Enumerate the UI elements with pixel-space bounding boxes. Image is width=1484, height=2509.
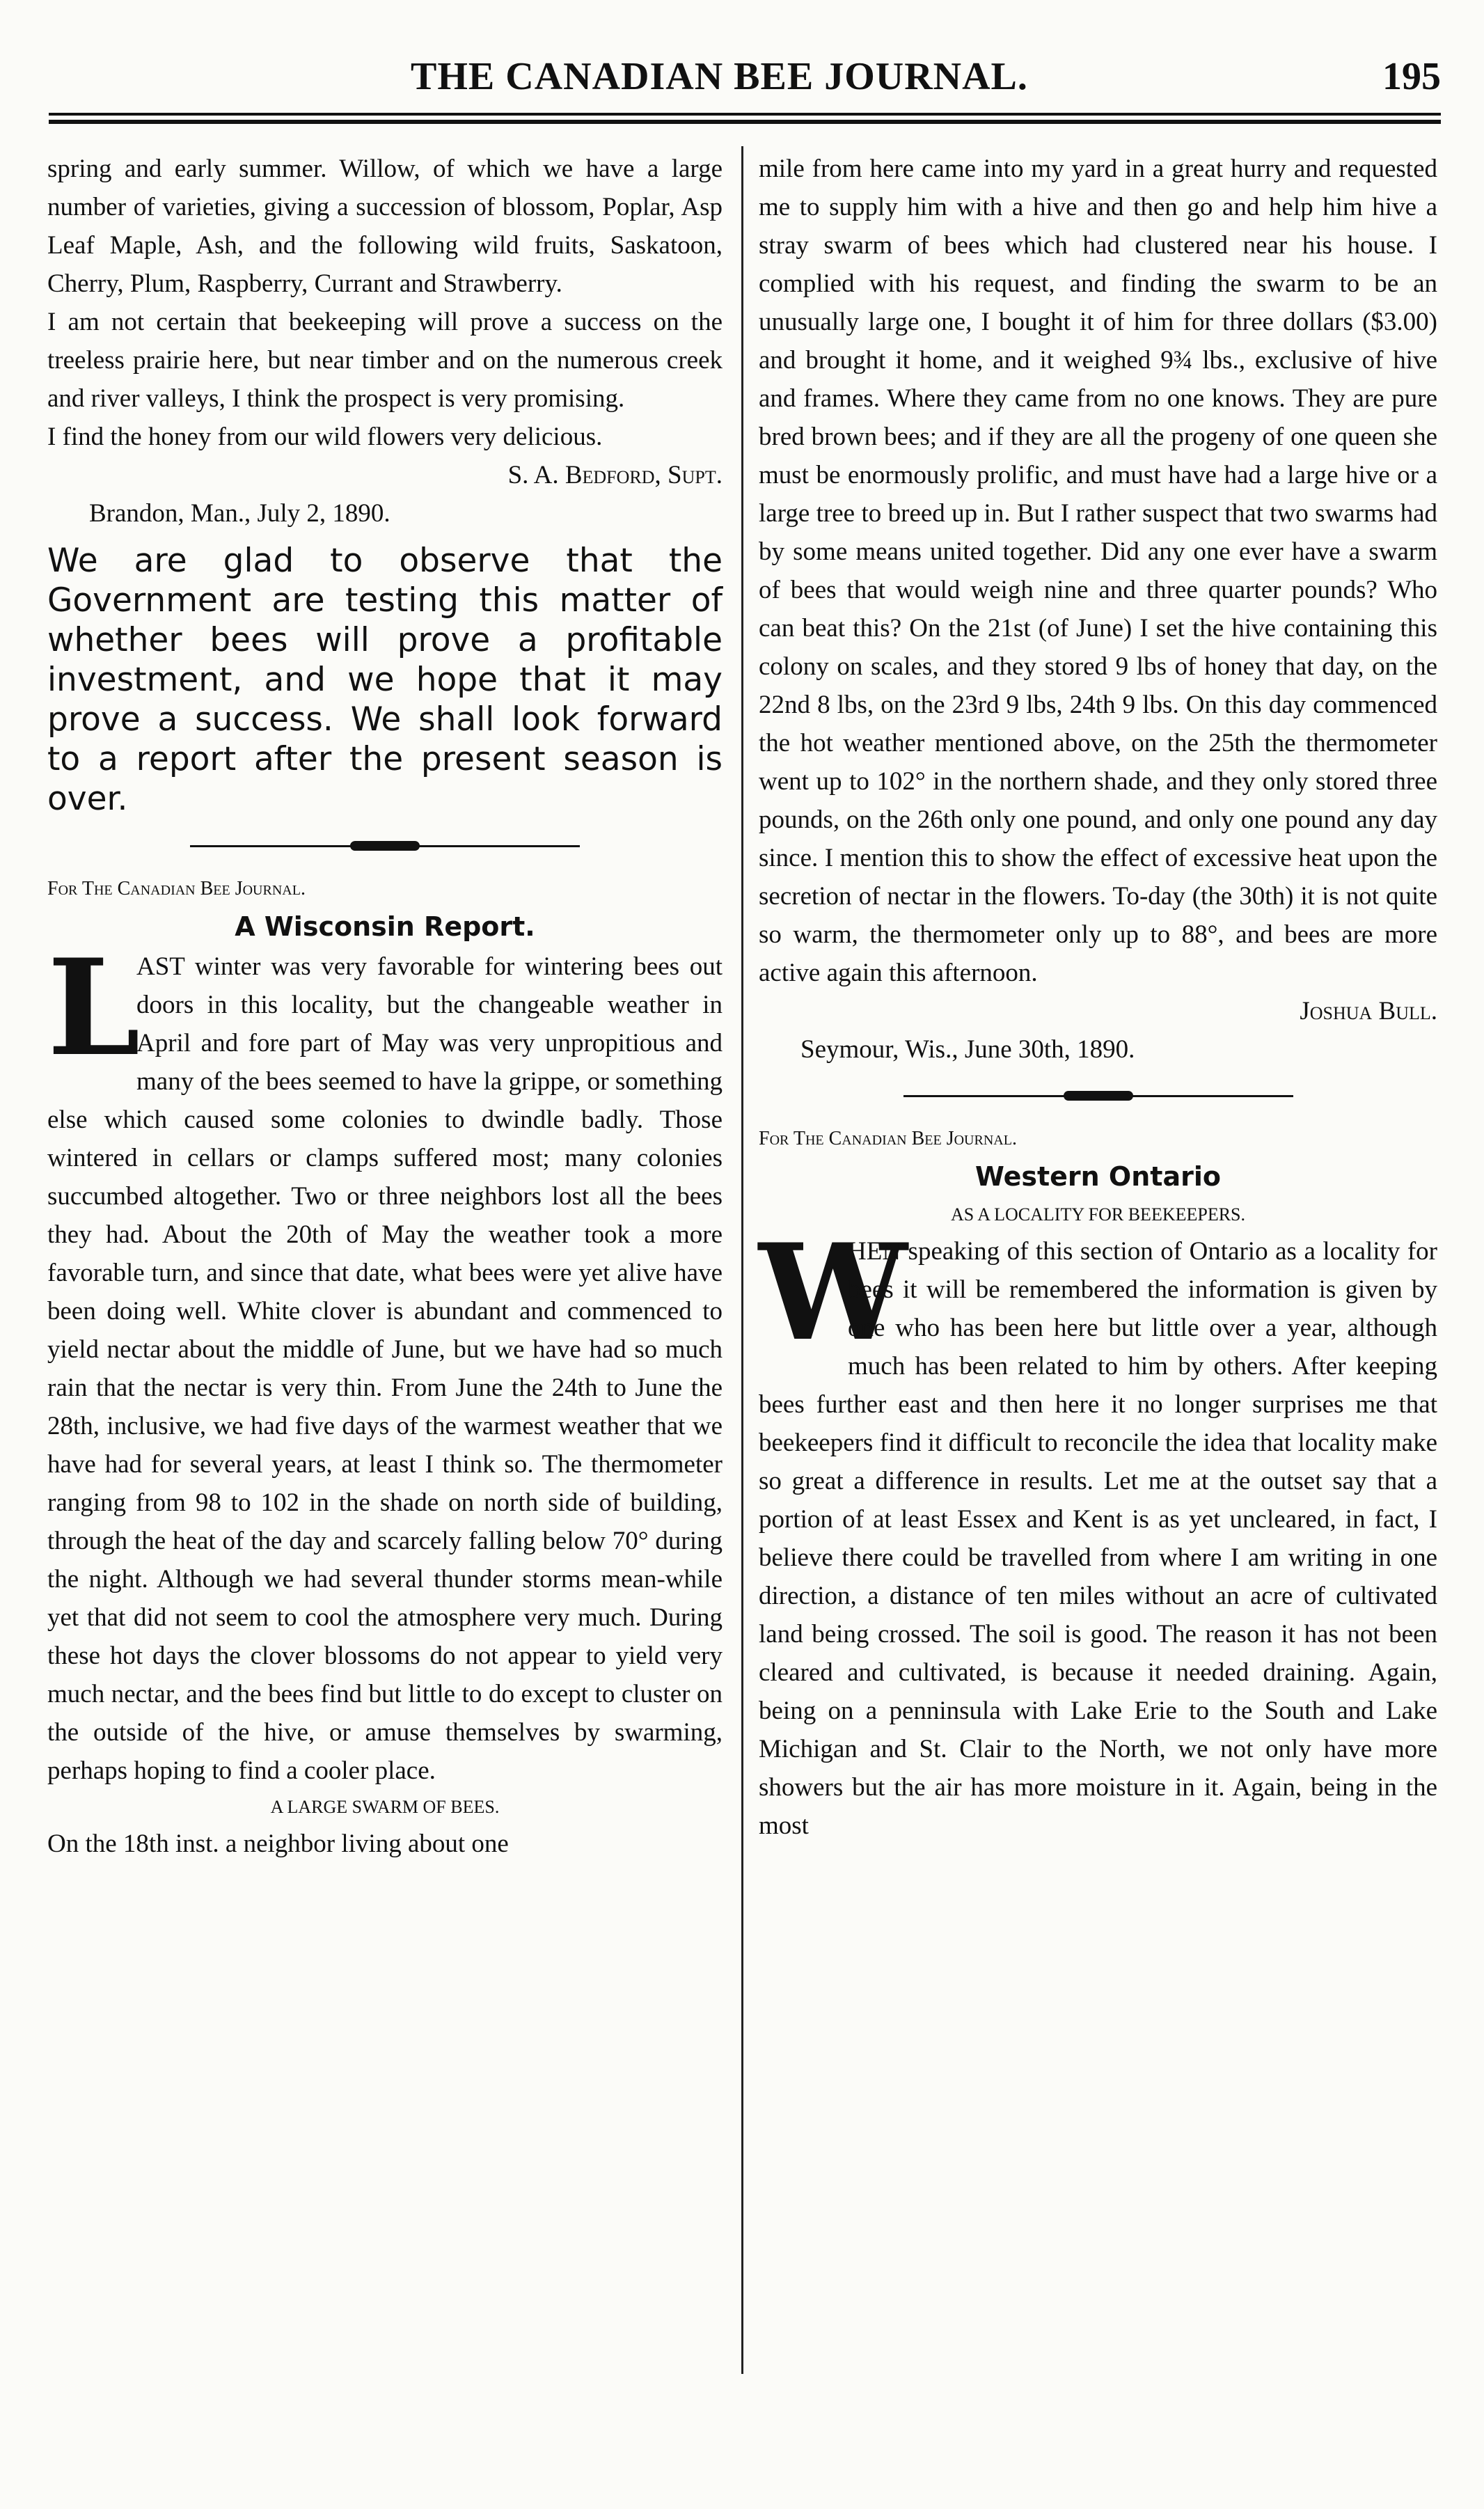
signature: S. A. Bedford, Supt. — [507, 461, 723, 489]
paragraph: spring and early summer. Willow, of which we have a large number of varieties, giving a succession of blossom, Poplar, Asp Leaf Maple, Ash, and the following wild fruits, Saskatoon, Cherry, Plum, Raspberry, Currant and Strawberry. — [47, 155, 723, 298]
header-rule-thick — [49, 120, 1441, 124]
editorial-note: We are glad to observe that the Government are testing this matter of whether bees will prove a profitable investment, and we hope that it may prove a success. We shall look forward to a report after the present season is over. — [47, 542, 723, 818]
column-divider — [741, 146, 743, 2374]
paragraph: HEN speaking of this section of Ontario as a locality for bees it will be remembered the information is given by one who has been here but little over a year, although much has been related to him by others. After keeping bees further east and then here it no longer surprises me that beekeepers find it difficult to reconcile the idea that locality make so great a difference in results. Let me at the outset say that a portion of at least Essex and Kent is as yet uncleared, in fact, I believe there could be travelled from where I am writing in one direction, a distance of ten miles without an acre of cultivated land being crossed. The soil is good. The reason it has not been cleared and cultivated, is because it needed draining. Again, being on a penninsula with Lake Erie to the South and Lake Michigan and St. Clair to the North, we not only have more showers but the air has more moisture in it. Again, being in the most — [759, 1237, 1437, 1840]
subheading: AS A LOCALITY FOR BEEKEEPERS. — [950, 1204, 1246, 1225]
journal-title: THE CANADIAN BEE JOURNAL. — [411, 55, 1028, 98]
drop-cap: W — [759, 1215, 908, 1370]
article-heading: A Wisconsin Report. — [235, 911, 535, 942]
byline: For The Canadian Bee Journal. — [47, 878, 306, 899]
byline: For The Canadian Bee Journal. — [759, 1128, 1017, 1149]
article-heading: Western Ontario — [975, 1161, 1221, 1192]
article-body — [759, 1215, 1437, 1845]
dateline: Seymour, Wis., June 30th, 1890. — [800, 1035, 1135, 1064]
paragraph: AST winter was very favorable for wintering bees out doors in this locality, but the changeable weather in April and fore part of May was very unpropitious and many of the bees seemed to have la grippe, or something else which caused some colonies to dwindle badly. Those wintered in cellars or clamps suffered most; many colonies succumbed altogether. Two or three neighbors lost all the bees they had. About the 20th of May the weather took a more favorable turn, and since that date, what bees were yet alive have been doing well. White clover is abundant and commenced to yield nectar about the middle of June, but we have had so much rain that the nectar is very thin. From June the 24th to June the 28th, inclusive, we had five days of the warmest weather that we have had for several years, at least I think so. The thermometer ranging from 98 to 102 in the shade on north side of building, through the heat of the day and scarcely falling below 70° during the night. Although we had several thunder storms mean-while yet that did not seem to cool the atmosphere very much. During these hot days the clover blossoms do not appear to yield very much nectar, and the bees find but little to do except to cluster on the outside of the hive, or amuse themselves by swarming, perhaps hoping to find a cooler place. — [47, 952, 723, 1785]
subheading: A LARGE SWARM OF BEES. — [270, 1797, 500, 1817]
page-number: 195 — [1382, 55, 1441, 98]
drop-cap: L — [47, 930, 141, 1085]
paragraph: On the 18th inst. a neighbor living about one — [47, 1830, 509, 1858]
dateline: Brandon, Man., July 2, 1890. — [89, 499, 390, 528]
header-rule-thin — [49, 113, 1441, 116]
page-header — [77, 54, 1441, 103]
signature: Joshua Bull. — [1300, 997, 1437, 1025]
section-separator — [190, 845, 580, 847]
right-column — [759, 150, 1437, 1845]
paragraph: mile from here came into my yard in a great hurry and requested me to supply him with a hive and then go and help him hive a stray swarm of bees which had clustered near his house. I complied with his request, and finding the swarm to be an unusually large one, I bought it of him for three dollars ($3.00) and brought it home, and it weighed 9¾ lbs., exclusive of hive and frames. Where they came from no one knows. They are pure bred brown bees; and if they are all the progeny of one queen she must be enormously prolific, and must have had a large hive or a large tree to breed up in. But I rather suspect that two swarms had by some means united together. Did any one ever have a swarm of bees that would weigh nine and three quarter pounds? Who can beat this? On the 21st (of June) I set the hive containing this colony on scales, and they stored 9 lbs of honey that day, on the 22nd 8 lbs, on the 23rd 9 lbs, 24th 9 lbs. On this day commenced the hot weather mentioned above, on the 25th the thermometer went up to 102° in the northern shade, and they only stored three pounds, on the 26th only one pound, and only one pound any day since. I mention this to show the effect of excessive heat upon the secretion of nectar in the flowers. To-day (the 30th) it is not quite so warm, the thermometer only up to 88°, and bees are more active again this afternoon. — [759, 155, 1437, 987]
paragraph: I find the honey from our wild flowers very delicious. — [47, 423, 603, 451]
article-body — [47, 930, 723, 1790]
left-column — [47, 150, 723, 1863]
section-separator — [903, 1095, 1293, 1097]
paragraph: I am not certain that beekeeping will prove a success on the treeless prairie here, but near timber and on the numerous creek and river valleys, I think the prospect is very promising. — [47, 308, 723, 413]
